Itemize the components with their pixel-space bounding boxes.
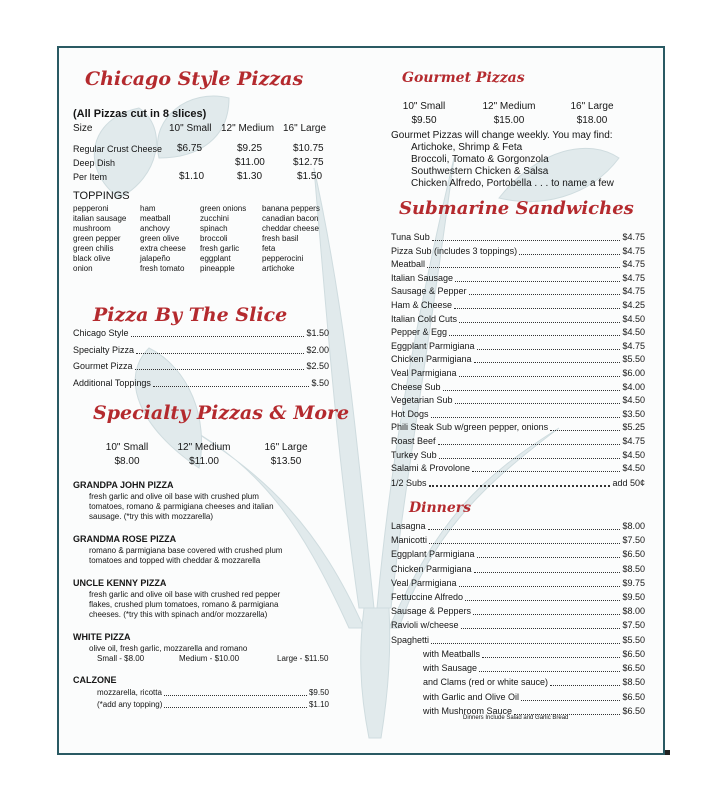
- gourmet-example: Southwestern Chicken & Salsa: [411, 166, 549, 177]
- sub-item-leader: [443, 389, 621, 391]
- dinner-item-price: $7.50: [622, 535, 645, 546]
- sub-item-price: $4.75: [622, 245, 645, 256]
- sub-item: [391, 286, 645, 297]
- slice-item-price: $1.50: [306, 328, 329, 338]
- dinner-item-price: $6.50: [622, 549, 645, 560]
- sub-item: [391, 422, 645, 433]
- sub-item-leader: [455, 280, 620, 282]
- dinner-item-price: $7.50: [622, 620, 645, 631]
- spaghetti-option-price: $6.50: [622, 663, 645, 674]
- dinner-item-leader: [461, 627, 621, 629]
- sub-item-leader: [469, 293, 621, 295]
- sub-item-name: Hot Dogs: [391, 408, 429, 419]
- dinner-item-price: $5.50: [622, 634, 645, 645]
- dinner-item-leader: [473, 613, 620, 615]
- specialty-price: $13.50: [270, 456, 302, 467]
- specialty-pizza-desc: flakes, crushed plum tomatoes, romano & parmigiana: [89, 600, 279, 609]
- slice-item-leader: [136, 352, 304, 354]
- dinner-item-name: Lasagna: [391, 521, 426, 531]
- calzone-addon-row: [97, 700, 329, 710]
- spaghetti-option-name: with Garlic and Olive Oil: [423, 691, 520, 702]
- subs-title: Submarine Sandwiches: [399, 198, 634, 219]
- dinner-item-name: Spaghetti: [391, 634, 430, 645]
- spaghetti-option-leader: [521, 699, 620, 701]
- specialty-pizza-desc: olive oil, fresh garlic, mozzarella and romano: [89, 644, 248, 653]
- topping-item: mushroom: [73, 224, 111, 233]
- sub-item-price: $4.75: [622, 340, 645, 351]
- sub-item-leader: [431, 416, 621, 418]
- slice-item-leader: [153, 385, 310, 387]
- dinner-item-name: Eggplant Parmigiana: [391, 549, 475, 560]
- dinner-item: [391, 635, 645, 646]
- specialty-pizza-desc: romano & parmigiana base covered with crushed plum: [89, 546, 283, 555]
- sub-item: [391, 300, 645, 311]
- calzone-price: $9.50: [308, 688, 329, 697]
- gourmet-size: 10" Small: [402, 101, 446, 112]
- topping-item: feta: [262, 244, 276, 253]
- slice-item-name: Chicago Style: [73, 328, 129, 338]
- chicago-row-price: $1.50: [297, 171, 323, 182]
- slice-title: Pizza By The Slice: [93, 304, 288, 326]
- sub-item-leader: [449, 334, 620, 336]
- topping-item: green olive: [140, 234, 180, 243]
- sub-item-name: Pepper & Egg: [391, 327, 448, 338]
- spaghetti-option: [423, 663, 645, 674]
- sub-item: [391, 395, 645, 406]
- specialty-pizza-desc: cheeses. (*try this with spinach and/or mozzarella): [89, 610, 268, 619]
- spaghetti-option-price: $6.50: [622, 691, 645, 702]
- specialty-title: Specialty Pizzas & More: [93, 402, 350, 424]
- spaghetti-option-name: with Sausage: [423, 663, 478, 674]
- chicago-row-name: Regular Crust Cheese: [73, 144, 163, 154]
- gourmet-size: 12" Medium: [482, 101, 536, 112]
- chicago-row-price: $11.00: [235, 157, 265, 168]
- sub-item-leader: [427, 266, 620, 268]
- slice-item-price: $.50: [311, 377, 329, 388]
- sub-item-price: $5.25: [622, 422, 645, 433]
- calzone-addon-price: $1.10: [308, 700, 329, 709]
- sub-item-price: $4.00: [622, 381, 645, 392]
- slice-item: [73, 378, 329, 389]
- sub-item-leader: [438, 443, 621, 445]
- dinner-item-name: Manicotti: [391, 535, 428, 546]
- specialty-pizza-name: UNCLE KENNY PIZZA: [73, 578, 167, 588]
- spaghetti-option-leader: [550, 684, 620, 686]
- sub-item-leader: [459, 321, 620, 323]
- sub-item-name: Vegetarian Sub: [391, 395, 453, 406]
- specialty-pizza-name: GRANDPA JOHN PIZZA: [73, 480, 174, 490]
- slice-item-price: $2.50: [306, 361, 329, 371]
- sub-item-leader: [519, 253, 620, 255]
- topping-item: black olive: [73, 254, 111, 263]
- topping-item: banana peppers: [262, 204, 320, 213]
- sub-item: [391, 246, 645, 257]
- sub-item-name: Tuna Sub: [391, 232, 430, 242]
- calzone-row: [97, 688, 329, 698]
- sub-item-leader: [455, 402, 621, 404]
- sub-item-name: Veal Parmigiana: [391, 368, 457, 378]
- sub-item-name: Italian Sausage: [391, 272, 454, 283]
- sub-item: [391, 409, 645, 420]
- sub-item-name: Phili Steak Sub w/green pepper, onions: [391, 422, 549, 433]
- sub-item-price: $4.50: [622, 463, 645, 474]
- slice-item: [73, 328, 329, 339]
- sub-item-price: $5.50: [622, 354, 645, 365]
- white-price: Large - $11.50: [277, 654, 329, 663]
- size-small: 10" Small: [169, 123, 212, 134]
- dinner-item-name: Sausage & Peppers: [391, 606, 472, 617]
- dinner-item-leader: [428, 528, 621, 530]
- sub-item-price: $4.25: [622, 300, 645, 310]
- spaghetti-option-leader: [479, 670, 620, 672]
- dinner-item-leader: [477, 556, 621, 558]
- topping-item: fresh basil: [262, 234, 299, 243]
- specialty-pizza-name: WHITE PIZZA: [73, 632, 131, 642]
- sub-item-leader: [454, 307, 620, 309]
- sub-item: [391, 341, 645, 352]
- topping-item: pineapple: [200, 264, 235, 273]
- dinners-title: Dinners: [409, 500, 471, 516]
- spaghetti-option: [423, 692, 645, 703]
- topping-item: fresh tomato: [140, 264, 185, 273]
- half-subs-label: 1/2 Subs: [391, 478, 427, 488]
- menu-card: [57, 46, 665, 755]
- dinner-item-leader: [429, 542, 620, 544]
- gourmet-example: Broccoli, Tomato & Gorgonzola: [411, 154, 549, 165]
- topping-item: artichoke: [262, 264, 295, 273]
- sub-item-name: Sausage & Pepper: [391, 286, 467, 297]
- sub-item: [391, 450, 645, 461]
- dinner-item-price: $8.00: [622, 521, 645, 531]
- slice-item-name: Gourmet Pizza: [73, 361, 133, 371]
- sub-item: [391, 259, 645, 270]
- specialty-price: $11.00: [189, 456, 219, 467]
- dinner-item: [391, 620, 645, 631]
- topping-item: canadian bacon: [262, 214, 319, 223]
- specialty-pizza-desc: fresh garlic and olive oil base with crushed plum: [89, 492, 259, 501]
- topping-item: fresh garlic: [200, 244, 240, 253]
- sub-item-price: $4.75: [622, 286, 645, 297]
- topping-item: meatball: [140, 214, 171, 223]
- spaghetti-option-name: and Clams (red or white sauce): [423, 677, 549, 688]
- gourmet-price: $18.00: [576, 115, 608, 126]
- gourmet-example: Chicken Alfredo, Portobella . . . to name a few: [411, 178, 614, 189]
- size-medium: 12" Medium: [221, 123, 275, 134]
- specialty-size: 12" Medium: [177, 442, 231, 453]
- specialty-size: 16" Large: [264, 442, 308, 453]
- sub-item-name: Ham & Cheese: [391, 300, 453, 310]
- dinner-item-name: Ravioli w/cheese: [391, 620, 459, 631]
- topping-item: anchovy: [140, 224, 170, 233]
- size-large: 16" Large: [283, 123, 327, 134]
- dinner-item: [391, 549, 645, 560]
- toppings-title: TOPPINGS: [73, 190, 130, 202]
- dinner-item-leader: [459, 585, 621, 587]
- sub-item-leader: [432, 239, 621, 241]
- slice-item-name: Additional Toppings: [73, 377, 151, 388]
- topping-item: extra cheese: [140, 244, 186, 253]
- sub-item-price: $4.75: [622, 272, 645, 283]
- dinner-item-leader: [474, 571, 621, 573]
- sub-item-price: $3.50: [622, 408, 645, 419]
- white-price: Small - $8.00: [97, 654, 145, 663]
- specialty-pizza-desc: fresh garlic and olive oil base with crushed red pepper: [89, 590, 281, 599]
- gourmet-example: Artichoke, Shrimp & Feta: [411, 142, 523, 153]
- dinner-item-name: Fettuccine Alfredo: [391, 592, 464, 602]
- topping-item: green onions: [200, 204, 247, 213]
- gourmet-title: Gourmet Pizzas: [402, 70, 525, 86]
- calzone-item: mozzarella, ricotta: [97, 688, 162, 697]
- sub-item-price: $4.50: [622, 449, 645, 460]
- specialty-size: 10" Small: [105, 442, 149, 453]
- sub-item-leader: [459, 375, 621, 377]
- sub-item: [391, 368, 645, 379]
- specialty-price: $8.00: [114, 456, 140, 467]
- dinner-item-price: $8.00: [622, 606, 645, 617]
- sub-item-name: Eggplant Parmigiana: [391, 340, 475, 351]
- sub-item: [391, 436, 645, 447]
- dinner-item-name: Chicken Parmigiana: [391, 563, 472, 574]
- sub-item-price: $6.00: [622, 368, 645, 378]
- topping-item: jalapeño: [140, 254, 171, 263]
- spaghetti-option-price: $6.50: [622, 705, 645, 716]
- dinner-item-leader: [431, 642, 620, 644]
- scan-mark: [665, 750, 670, 755]
- topping-item: ham: [140, 204, 156, 213]
- sub-item-name: Pizza Sub (includes 3 toppings): [391, 245, 518, 256]
- slice-item-name: Specialty Pizza: [73, 344, 135, 355]
- calzone-addon: (*add any topping): [97, 700, 163, 709]
- sub-item: [391, 354, 645, 365]
- dinner-item-name: Veal Parmigiana: [391, 577, 457, 588]
- dinner-item: [391, 606, 645, 617]
- half-subs-row: [391, 478, 645, 489]
- sub-item-leader: [477, 348, 621, 350]
- sub-item-leader: [550, 429, 620, 431]
- gourmet-intro: Gourmet Pizzas will change weekly. You may find:: [391, 130, 613, 141]
- spaghetti-option: [423, 677, 645, 688]
- sub-item-price: $4.50: [622, 313, 645, 324]
- sub-item-price: $4.50: [622, 327, 645, 338]
- topping-item: cheddar cheese: [262, 224, 319, 233]
- sub-item-leader: [472, 470, 620, 472]
- dinner-item: [391, 521, 645, 532]
- dinner-item-leader: [465, 599, 620, 601]
- topping-item: eggplant: [200, 254, 231, 263]
- sub-item-name: Chicken Parmigiana: [391, 354, 472, 365]
- chicago-row-price: $10.75: [293, 143, 324, 154]
- dinner-item: [391, 592, 645, 603]
- slice-item-leader: [131, 335, 305, 337]
- sub-item-price: $4.75: [622, 232, 645, 242]
- dinner-item: [391, 535, 645, 546]
- gourmet-price: $9.50: [411, 115, 437, 126]
- chicago-row-price: $1.30: [237, 171, 263, 182]
- dinner-item-price: $9.75: [622, 577, 645, 588]
- sub-item-name: Meatball: [391, 259, 426, 270]
- white-price: Medium - $10.00: [179, 654, 240, 663]
- sub-item: [391, 314, 645, 325]
- dinners-note: Dinners Include Salad and Garlic Bread: [463, 715, 569, 721]
- slice-item-leader: [135, 368, 305, 370]
- sub-item-leader: [439, 457, 621, 459]
- topping-item: broccoli: [200, 234, 228, 243]
- spaghetti-option-name: with Mushroom Sauce: [423, 705, 513, 716]
- size-label: Size: [73, 123, 93, 134]
- topping-item: onion: [73, 264, 93, 273]
- half-subs-price: add 50¢: [612, 478, 645, 488]
- sub-item-price: $4.75: [622, 259, 645, 270]
- sub-item: [391, 232, 645, 243]
- sub-item-price: $4.75: [622, 436, 645, 446]
- chicago-row-price: $1.10: [179, 171, 205, 182]
- sub-item-leader: [474, 361, 621, 363]
- slice-item-price: $2.00: [306, 344, 329, 355]
- spaghetti-option: [423, 649, 645, 660]
- slice-item: [73, 361, 329, 372]
- specialty-pizza-desc: sausage. (*try this with mozzarella): [89, 512, 214, 521]
- chicago-title: Chicago Style Pizzas: [85, 68, 304, 90]
- topping-item: italian sausage: [73, 214, 127, 223]
- spaghetti-option-leader: [482, 656, 620, 658]
- spaghetti-option-name: with Meatballs: [423, 649, 481, 659]
- dinner-item-price: $9.50: [622, 592, 645, 602]
- calzone-title: CALZONE: [73, 675, 117, 685]
- gourmet-size: 16" Large: [570, 101, 614, 112]
- specialty-pizza-name: GRANDMA ROSE PIZZA: [73, 534, 177, 544]
- sub-item: [391, 327, 645, 338]
- spaghetti-option-price: $8.50: [622, 677, 645, 688]
- topping-item: pepperocini: [262, 254, 304, 263]
- sub-item: [391, 463, 645, 474]
- gourmet-price: $15.00: [493, 115, 525, 126]
- dinner-item: [391, 578, 645, 589]
- topping-item: spinach: [200, 224, 228, 233]
- chicago-row-name: Per Item: [73, 172, 108, 182]
- spaghetti-option-price: $6.50: [622, 649, 645, 659]
- sub-item-name: Italian Cold Cuts: [391, 313, 458, 324]
- dinner-item-price: $8.50: [622, 563, 645, 574]
- sub-item: [391, 273, 645, 284]
- sub-item: [391, 382, 645, 393]
- chicago-row-price: $12.75: [293, 157, 324, 168]
- specialty-pizza-desc: tomatoes and topped with cheddar & mozzarella: [89, 556, 261, 565]
- dinner-item: [391, 564, 645, 575]
- sub-item-name: Turkey Sub: [391, 449, 437, 460]
- chicago-subtitle: (All Pizzas cut in 8 slices): [73, 108, 207, 120]
- topping-item: green pepper: [73, 234, 121, 243]
- topping-item: green chilis: [73, 244, 114, 253]
- topping-item: pepperoni: [73, 204, 109, 213]
- sub-item-price: $4.50: [622, 395, 645, 406]
- chicago-row-name: Deep Dish: [73, 158, 116, 168]
- chicago-row-price: $6.75: [177, 143, 203, 154]
- topping-item: zucchini: [200, 214, 229, 223]
- slice-item: [73, 345, 329, 356]
- sub-item-name: Roast Beef: [391, 436, 436, 446]
- sub-item-name: Cheese Sub: [391, 381, 441, 392]
- specialty-pizza-desc: tomatoes, romano & parmigiana cheeses and italian: [89, 502, 274, 511]
- sub-item-name: Salami & Provolone: [391, 463, 471, 474]
- chicago-row-price: $9.25: [237, 143, 263, 154]
